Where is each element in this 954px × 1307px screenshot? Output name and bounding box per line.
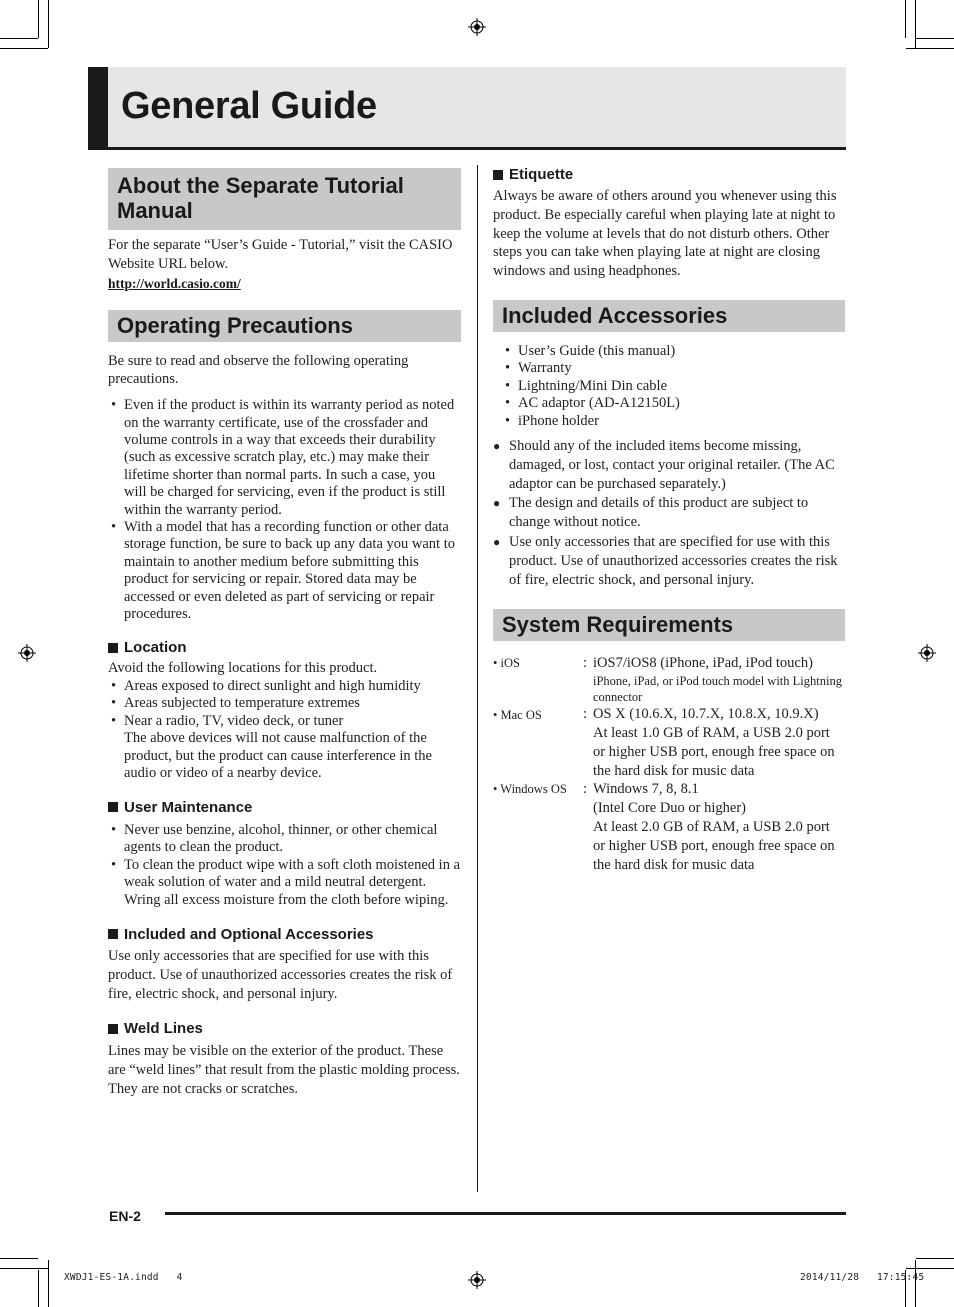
subheading-label: User Maintenance	[124, 798, 253, 816]
windows-cpu: (Intel Core Duo or higher)	[593, 800, 747, 817]
subheading-etiquette	[493, 165, 845, 184]
location-list	[108, 678, 461, 730]
windows-line: Windows 7, 8, 8.1	[593, 781, 699, 798]
ios-note: iPhone, iPad, or iPod touch model with Lightning connector	[593, 674, 842, 705]
registration-mark-icon	[468, 18, 486, 36]
crop-mark	[48, 1260, 49, 1307]
title-accent-bar	[88, 67, 108, 147]
tutorial-text: For the separate “User’s Guide - Tutorial,” visit the CASIO Website URL below.	[108, 237, 453, 272]
crop-mark	[0, 1268, 48, 1269]
list-item: • AC adaptor (AD-A12150L)	[493, 395, 845, 412]
subheading-weld-lines	[108, 1019, 461, 1038]
list-item: ● Use only accessories that are specified for use with this product. Use of unauthorized accessories creates the risk of fire, electric shock, and personal injury.	[493, 533, 845, 589]
list-item: ● Should any of the included items become missing, damaged, or lost, contact your original retailer. (The AC adaptor can be purchased separately.)	[493, 437, 845, 493]
square-bullet-icon	[108, 1024, 118, 1034]
section-heading-tutorial: About the Separate Tutorial Manual	[108, 168, 461, 230]
windows-label: • Windows OS	[493, 782, 567, 797]
crop-mark	[916, 1258, 954, 1259]
crop-mark	[38, 0, 39, 38]
subheading-maintenance	[108, 798, 461, 817]
list-item: • Areas exposed to direct sunlight and high humidity	[108, 678, 461, 695]
crop-mark	[48, 0, 49, 48]
section-heading-included-accessories: Included Accessories	[493, 300, 845, 332]
list-item: • Areas subjected to temperature extremes	[108, 695, 461, 712]
ios-line: iOS7/iOS8 (iPhone, iPad, iPod touch)	[593, 655, 813, 672]
list-item: • With a model that has a recording function or other data storage function, be sure to back up any data you want to maintain to another medium before submitting this product for servicing or repair. Stored data may be accessed or even deleted as part of servicing or repair procedures.	[108, 519, 461, 623]
list-item: • User’s Guide (this manual)	[493, 343, 845, 360]
optional-accessories-text: Use only accessories that are specified for use with this product. Use of unauthorized accessories creates the risk of fire, electric shock, and personal injury.	[108, 947, 453, 1002]
crop-mark	[906, 1268, 954, 1269]
subheading-label: Included and Optional Accessories	[124, 925, 374, 943]
slug-filename: XWDJ1-ES-1A.indd 4	[64, 1272, 183, 1283]
accessories-list	[493, 343, 845, 430]
list-item: • iPhone holder	[493, 413, 845, 430]
crop-mark	[0, 1258, 38, 1259]
registration-mark-icon	[918, 644, 936, 662]
subheading-label: Weld Lines	[124, 1020, 203, 1038]
system-requirements-table	[493, 654, 845, 874]
crop-mark	[0, 38, 38, 39]
list-item: • Even if the product is within its warranty period as noted on the warranty certificate, use of the crossfader and volume controls in a way that exceeds their durability (such as excessive scratch play, etc.) may make their lifetime shorter than normal parts. In such a case, you will be charged for servicing, even if the product is still within the warranty period.	[108, 397, 461, 519]
footer-rule	[165, 1212, 846, 1215]
list-item: ● The design and details of this product are subject to change without notice.	[493, 494, 845, 532]
colon: :	[583, 706, 588, 723]
section-heading-system-requirements: System Requirements	[493, 609, 845, 641]
mac-requirements	[593, 705, 845, 780]
maintenance-list	[108, 822, 461, 909]
location-intro: Avoid the following locations for this product.	[108, 660, 378, 677]
crop-mark	[905, 0, 906, 38]
accessories-notes	[493, 437, 845, 589]
subheading-optional-accessories	[108, 925, 461, 944]
square-bullet-icon	[493, 170, 503, 180]
left-column	[108, 168, 461, 1099]
square-bullet-icon	[108, 929, 118, 939]
colon: :	[583, 655, 588, 672]
precautions-list	[108, 397, 461, 623]
windows-requirements	[593, 780, 845, 874]
crop-mark	[38, 1270, 39, 1307]
ios-requirements	[593, 654, 845, 705]
windows-note: At least 2.0 GB of RAM, a USB 2.0 port or higher USB port, enough free space on the hard disk for music data	[593, 818, 835, 873]
list-item: • Warranty	[493, 360, 845, 377]
square-bullet-icon	[108, 802, 118, 812]
column-divider	[477, 165, 478, 1192]
mac-note: At least 1.0 GB of RAM, a USB 2.0 port or higher USB port, enough free space on the hard disk for music data	[593, 724, 835, 779]
section-heading-precautions: Operating Precautions	[108, 310, 461, 342]
slug-timestamp: 2014/11/28 17:15:45	[800, 1272, 925, 1283]
crop-mark	[906, 48, 954, 49]
page-title: General Guide	[121, 85, 377, 127]
list-item: • Never use benzine, alcohol, thinner, or other chemical agents to clean the product.	[108, 822, 461, 857]
location-note: The above devices will not cause malfunction of the product, but the product can cause interference in the audio or video of a nearby device.	[124, 730, 432, 782]
subheading-location	[108, 638, 461, 657]
subheading-label: Location	[124, 639, 187, 657]
crop-mark	[0, 48, 48, 49]
registration-mark-icon	[468, 1271, 486, 1289]
crop-mark	[916, 38, 954, 39]
casio-website-link[interactable]: http://world.casio.com/	[108, 275, 241, 291]
list-item: • Lightning/Mini Din cable	[493, 378, 845, 395]
registration-mark-icon	[18, 644, 36, 662]
list-item: • Near a radio, TV, video deck, or tuner	[108, 713, 461, 730]
colon: :	[583, 781, 588, 798]
right-column	[493, 168, 845, 874]
list-item: • To clean the product wipe with a soft cloth moistened in a weak solution of water and a mild neutral detergent. Wring all excess moisture from the cloth before wiping.	[108, 857, 461, 909]
mac-label: • Mac OS	[493, 708, 542, 723]
etiquette-text: Always be aware of others around you whenever using this product. Be especially careful when playing late at night to keep the volume at levels that do not disturb others. Other steps you can take when playing late at night are closing windows and using headphones.	[493, 188, 837, 280]
weld-lines-text: Lines may be visible on the exterior of the product. These are “weld lines” that result from the plastic molding process. They are not cracks or scratches.	[108, 1043, 460, 1097]
precautions-intro: Be sure to read and observe the following operating precautions.	[108, 352, 409, 388]
crop-mark	[915, 0, 916, 48]
ios-label: • iOS	[493, 656, 520, 671]
title-band	[88, 67, 846, 150]
page-number: EN-2	[109, 1208, 141, 1224]
subheading-label: Etiquette	[509, 166, 574, 183]
square-bullet-icon	[108, 643, 118, 653]
mac-line: OS X (10.6.X, 10.7.X, 10.8.X, 10.9.X)	[593, 706, 819, 723]
